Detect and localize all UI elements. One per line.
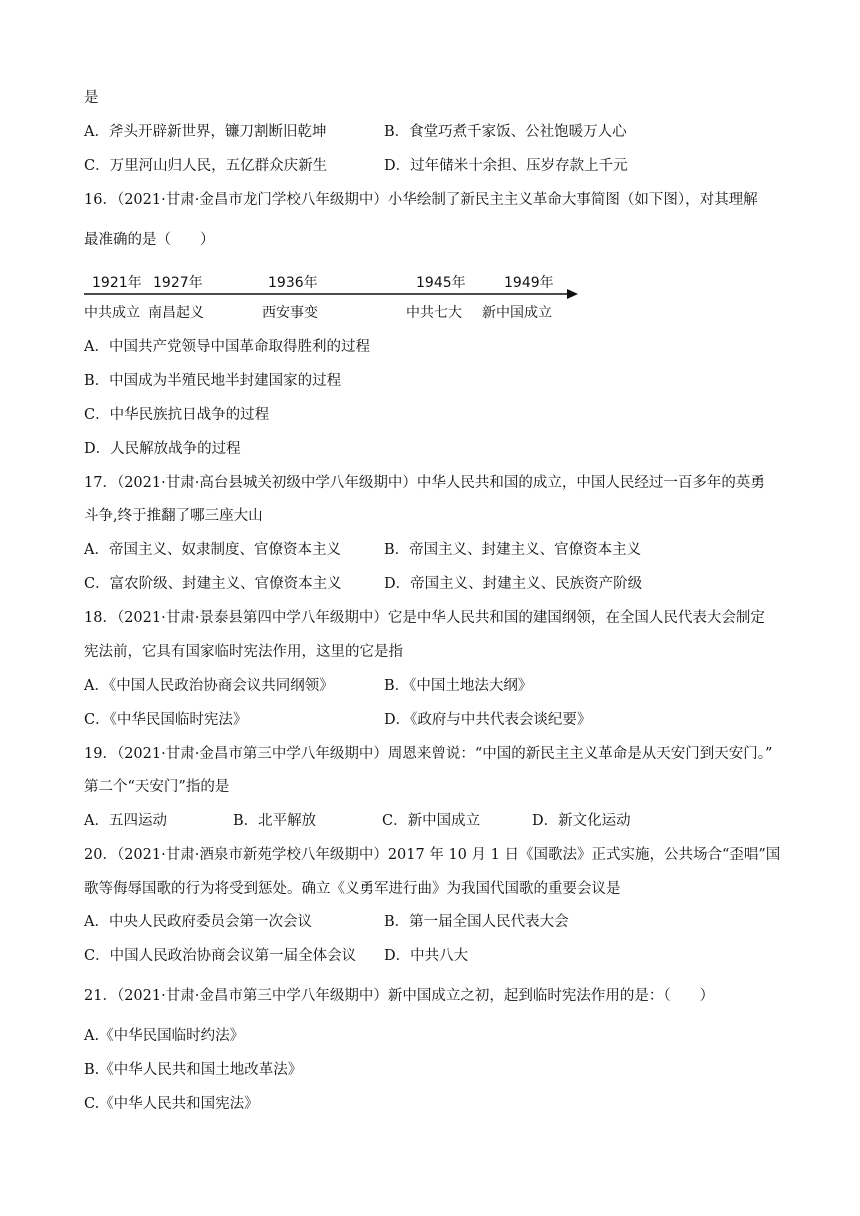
q20-stem-line2: 歌等侮辱国歌的行为将受到惩处。确立《义勇军进行曲》为我国代国歌的重要会议是 <box>84 881 621 897</box>
q16-stem-line1: 16．（2021·甘肃·金昌市龙门学校八年级期中）小华绘制了新民主主义革命大事简图（如下图），对其理解 <box>84 192 758 208</box>
q18-option-b: B．《中国土地法大纲》 <box>384 678 533 694</box>
q18-option-c: C．《中华民国临时宪法》 <box>84 712 248 728</box>
timeline-event-5: 新中国成立 <box>482 305 552 321</box>
q16-option-b: B．中国成为半殖民地半封建国家的过程 <box>84 373 342 389</box>
q17-option-d: D．帝国主义、封建主义、民族资产阶级 <box>384 576 643 592</box>
q16-option-c: C．中华民族抗日战争的过程 <box>84 407 270 423</box>
q15-option-b: B．食堂巧煮千家饭、公社饱暖万人心 <box>384 124 627 140</box>
q20-option-c: C．中国人民政治协商会议第一届全体会议 <box>84 948 357 964</box>
timeline-year-1927: 1927年 <box>153 275 203 291</box>
q19-option-d: D．新文化运动 <box>532 813 631 829</box>
q18-stem-line1: 18．（2021·甘肃·景泰县第四中学八年级期中）它是中华人民共和国的建国纲领，在全国人民代表大会制定 <box>84 610 765 626</box>
q15-option-a: A．斧头开辟新世界，镰刀割断旧乾坤 <box>84 124 327 140</box>
q16-timeline <box>84 270 584 322</box>
timeline-event-1: 中共成立 <box>84 305 140 321</box>
q18-option-d: D．《政府与中共代表会谈纪要》 <box>384 712 592 728</box>
q21-stem-line1: 21．（2021·甘肃·金昌市第三中学八年级期中）新中国成立之初，起到临时宪法作用的是：（ ） <box>84 988 715 1004</box>
q21-option-a: A.《中华民国临时约法》 <box>84 1028 245 1044</box>
q17-stem-line1: 17．（2021·甘肃·高台县城关初级中学八年级期中）中华人民共和国的成立，中国人民经过一百多年的英勇 <box>84 475 765 491</box>
q19-option-a: A．五四运动 <box>84 813 167 829</box>
q21-option-c: C.《中华人民共和国宪法》 <box>84 1096 259 1112</box>
timeline-arrow <box>567 289 578 299</box>
q16-option-d: D．人民解放战争的过程 <box>84 441 241 457</box>
q18-stem-line2: 宪法前，它具有国家临时宪法作用，这里的它是指 <box>84 644 403 660</box>
timeline-event-2: 南昌起义 <box>148 305 204 321</box>
q21-option-b: B.《中华人民共和国土地改革法》 <box>84 1062 303 1078</box>
continued-text: 是 <box>84 90 99 106</box>
timeline-year-1949: 1949年 <box>504 275 554 291</box>
q19-option-c: C．新中国成立 <box>382 813 481 829</box>
q17-option-c: C．富农阶级、封建主义、官僚资本主义 <box>84 576 342 592</box>
q19-stem-line2: 第二个“天安门”指的是 <box>84 779 230 795</box>
timeline-year-1921: 1921年 <box>92 275 142 291</box>
q17-stem-line2: 斗争,终于推翻了哪三座大山 <box>84 508 263 524</box>
q20-option-a: A．中央人民政府委员会第一次会议 <box>84 914 312 930</box>
q15-option-c: C．万里河山归人民，五亿群众庆新生 <box>84 158 328 174</box>
q19-stem-line1: 19．（2021·甘肃·金昌市第三中学八年级期中）周恩来曾说：“中国的新民主主义革命是从天安门到天安门。” <box>84 746 773 762</box>
timeline-event-4: 中共七大 <box>406 305 462 321</box>
q20-option-d: D．中共八大 <box>384 948 469 964</box>
q16-option-a: A．中国共产党领导中国革命取得胜利的过程 <box>84 339 370 355</box>
q17-option-a: A．帝国主义、奴隶制度、官僚资本主义 <box>84 542 341 558</box>
q20-stem-line1: 20．（2021·甘肃·酒泉市新苑学校八年级期中）2017 年 10 月 1 日《国歌法》正式实施，公共场合“歪唱”国 <box>84 847 781 863</box>
q17-option-b: B．帝国主义、封建主义、官僚资本主义 <box>384 542 642 558</box>
q16-stem-line2: 最准确的是（ ） <box>84 232 215 248</box>
timeline-year-1945: 1945年 <box>416 275 466 291</box>
q18-option-a: A．《中国人民政治协商会议共同纲领》 <box>84 678 334 694</box>
q20-option-b: B．第一届全国人民代表大会 <box>384 914 569 930</box>
timeline-year-1936: 1936年 <box>268 275 318 291</box>
q15-option-d: D．过年储米十余担、压岁存款上千元 <box>384 158 628 174</box>
q19-option-b: B．北平解放 <box>233 813 317 829</box>
timeline-event-3: 西安事变 <box>262 305 318 321</box>
